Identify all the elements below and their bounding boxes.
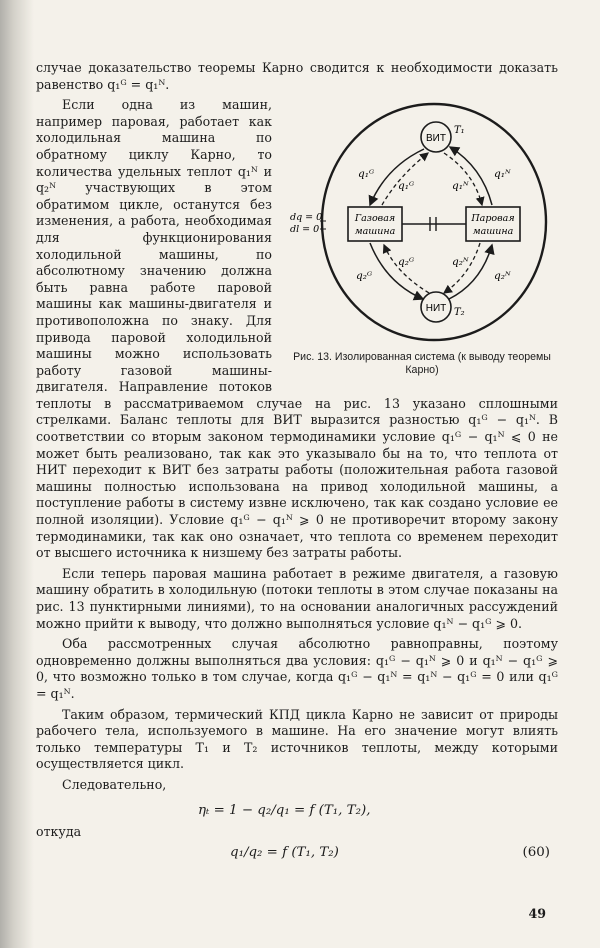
formula-60 <box>36 842 558 864</box>
gas-machine-label-1: Газовая <box>354 213 396 225</box>
steam-machine-label-1: Паровая <box>471 213 515 225</box>
q2g-outer-label: q₂ᴳ <box>356 270 373 283</box>
arrow-q1n-solid <box>450 147 492 205</box>
otkuda-word: откуда <box>36 823 82 839</box>
t1-label: T₁ <box>454 125 465 137</box>
page-number: 49 <box>528 906 546 921</box>
q2g-inner-label: q₂ᴳ <box>398 256 415 269</box>
arrow-q2g-solid <box>370 243 423 299</box>
dq-label: dq = 0 <box>290 212 323 224</box>
q1n-outer-label: q₁ᴺ <box>494 168 511 181</box>
isolated-system-diagram <box>286 97 558 349</box>
paragraph-1: случае доказательство теоремы Карно сводится к необходимости доказать равенство q₁ᴳ = q₁ᴺ. <box>36 60 558 92</box>
q1n-inner-label: q₁ᴺ <box>452 180 469 193</box>
steam-machine-label-2: машина <box>472 226 514 238</box>
figure-caption: Рис. 13. Изолированная система (к выводу теоремы Карно) <box>293 351 551 377</box>
arrow-q1n-dashed <box>444 153 482 205</box>
paragraph-3: Если теперь паровая машина работает в режиме двигателя, а газовую машину обратить в холодильную (потоки теплоты в этом случае показаны на рис. 13 пунктирными линиями), то на основании аналогичных рассуждений можно прийти к выводу, что должно выполняться условие q₁ᴺ − q₁ᴳ ⩾ 0. <box>36 565 558 631</box>
nit-label: НИТ <box>425 303 447 315</box>
arrow-q2n-solid <box>449 245 492 299</box>
vit-label: ВИТ <box>426 133 446 145</box>
figure-13 <box>286 97 558 377</box>
formula-60-expr: q₁/q₂ = f (T₁, T₂) <box>230 844 339 860</box>
paragraph-4: Оба рассмотренных случая абсолютно равноправны, поэтому одновременно должны выполняться два условия: q₁ᴳ − q₁ᴺ ⩾ 0 и q₁ᴺ − q₁ᴳ ⩾ 0, что возможно только в том случае, когда q₁ᴳ − q₁ᴺ = q₁ᴺ − q₁ᴳ = 0 или q₁ᴳ = q₁ᴺ. <box>36 636 558 701</box>
book-binding-shadow <box>0 0 34 948</box>
paragraph-2: Если одна из машин, например паровая, работает как холодильная машина по обратному циклу Карно, то количества удельных теплот q₁ᴺ и q₂ᴺ участвующих в этом обратимом цикле, останутся без изменения, а работа, необходимая для функционирования холодильной машины, по абсолютному значению должна быть равна работе паровой машины как машины-двигателя и противоположна по знаку. Для привода паровой холодильной машины можно использовать работу газовой машины-двигателя. Направление потоков теплоты в рассматриваемом случае на рис. 13 указано сплошными стрелками. Баланс теплоты для ВИТ выразится разностью q₁ᴳ − q₁ᴺ. В соответствии со вторым законом термодинамики условие q₁ᴳ − q₁ᴺ ⩽ 0 не может быть реализовано, так как это указывало бы на то, что теплота от НИТ переходит к ВИТ без затраты работы (положительная работа газовой машины полностью использована на привод холодильной машины, а поступление работы в систему извне исключено, так как создано условие ее полной изоляции). Условие q₁ᴳ − q₁ᴺ ⩾ 0 не противоречит второму закону термодинамики, так как оно означает, что теплота со временем переходит от высшего источника к низшему без затраты работы. <box>36 97 558 561</box>
page-body <box>36 60 558 864</box>
formula-efficiency-expr: ηₜ = 1 − q₂/q₁ = f (T₁, T₂), <box>198 802 371 818</box>
formula-efficiency <box>36 800 558 822</box>
q1g-inner-label: q₁ᴳ <box>398 180 415 193</box>
formula-60-number: (60) <box>522 844 550 860</box>
arrow-q2g-dashed <box>384 245 429 293</box>
paragraph-5: Таким образом, термический КПД цикла Карно не зависит от природы рабочего тела, используемого в машине. На его значение могут влиять только температуры T₁ и T₂ источников теплоты, между которыми осуществляется цикл. <box>36 706 558 772</box>
gas-machine-label-2: машина <box>354 226 396 238</box>
q2n-outer-label: q₂ᴺ <box>494 270 511 283</box>
arrow-q1g-solid <box>370 149 424 205</box>
q2n-inner-label: q₂ᴺ <box>452 256 469 269</box>
t2-label: T₂ <box>454 307 465 319</box>
paragraph-6: Следовательно, <box>62 776 167 792</box>
q1g-outer-label: q₁ᴳ <box>358 168 375 181</box>
arrow-q2n-dashed <box>444 243 480 293</box>
dl-label: dl = 0 <box>290 224 320 236</box>
